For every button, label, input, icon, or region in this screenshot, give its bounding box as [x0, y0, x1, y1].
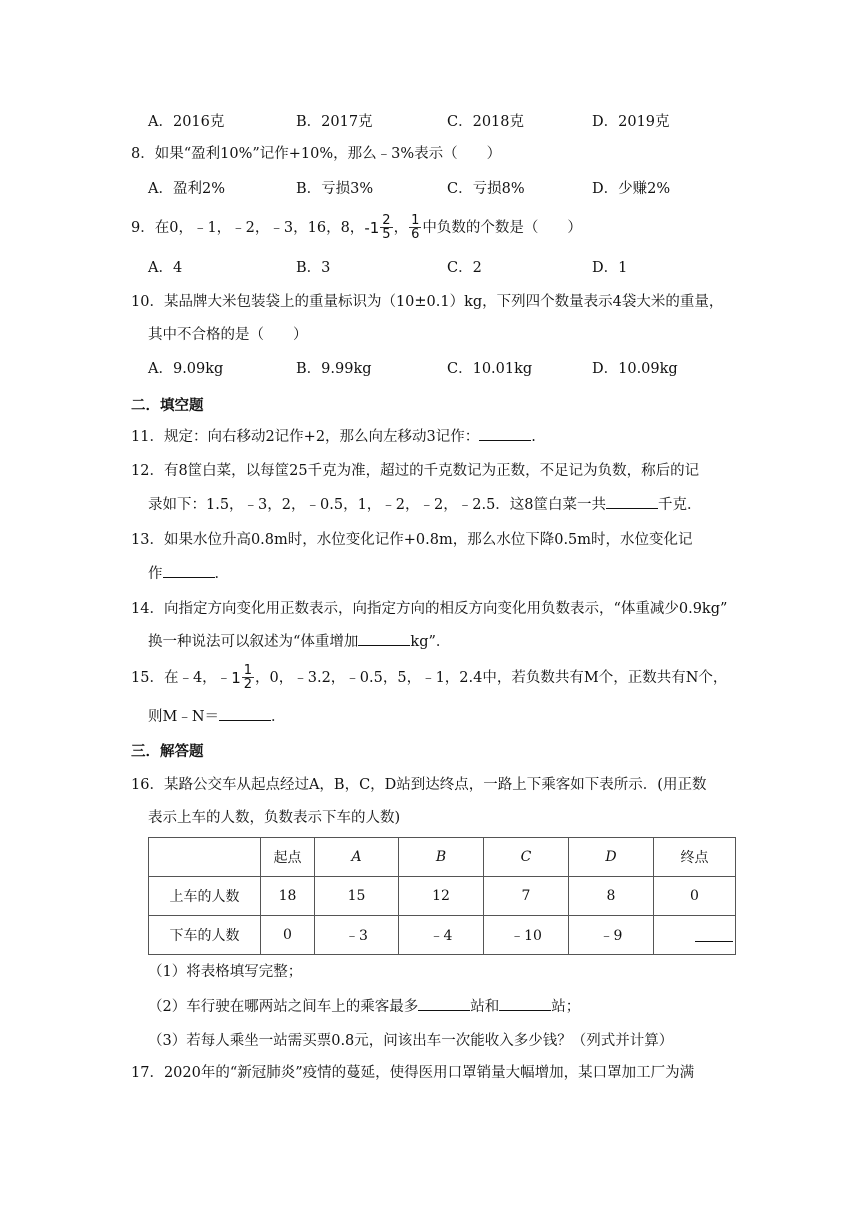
q9-stem	[131, 214, 582, 241]
q12-line1: 12．有8筐白菜，以每筐25千克为准，超过的千克数记为正数，不足记为负数，称后的记	[131, 463, 700, 479]
q16-sub3: （3）若每人乘坐一站需买票0.8元，问该出车一次能收入多少钱？（列式并计算）	[148, 1033, 674, 1049]
q9-mixed-whole: -1	[364, 218, 380, 237]
q15-prefix: 15．在﹣4，﹣	[131, 669, 232, 686]
q9-option-d[interactable]: D．1	[592, 260, 628, 276]
section-fill-in-title: 二．填空题	[131, 397, 204, 414]
q13-line2-end: ．	[214, 566, 229, 582]
q10-line2: 其中不合格的是（ ）	[148, 327, 308, 343]
q15-mixed-denominator: 2	[243, 677, 253, 692]
q15-line1	[131, 664, 727, 691]
q9-prefix: 9．在0，﹣1，﹣2，﹣3，16，8，	[131, 219, 365, 236]
table-answer-blank[interactable]	[695, 925, 733, 942]
q8-stem: 8．如果“盈利10%”记作+10%，那么﹣3%表示（ ）	[131, 146, 502, 162]
q15-answer-blank[interactable]	[219, 706, 271, 721]
table-header-row	[149, 838, 736, 877]
q16-sub2	[148, 996, 580, 1018]
table-header-cell	[149, 838, 261, 877]
q8-option-c[interactable]: C．亏损8%	[447, 181, 525, 197]
q10-option-c[interactable]: C．10.01kg	[447, 361, 533, 377]
q11-end: .	[531, 429, 536, 445]
q9-fraction	[409, 214, 421, 241]
q13-line2	[148, 563, 229, 585]
q15-line2-text: 则M﹣N＝	[148, 709, 220, 725]
q16-sub2-mid: 站和	[470, 999, 500, 1015]
q7-option-d[interactable]: D．2019克	[592, 114, 670, 130]
q9-mixed-number	[364, 214, 393, 241]
q11-text: 11．规定：向右移动2记作+2，那么向左移动3记作：	[131, 429, 480, 445]
table-cell: ﹣4	[399, 916, 484, 955]
q10-option-d[interactable]: D．10.09kg	[592, 361, 678, 377]
q17-line1: 17．2020年的“新冠肺炎”疫情的蔓延，使得医用口罩销量大幅增加，某口罩加工厂为满	[131, 1065, 695, 1081]
q16-sub1: （1）将表格填写完整；	[148, 964, 303, 980]
q13-line1: 13．如果水位升高0.8m时，水位变化记作+0.8m，那么水位下降0.5m时，水位变化记	[131, 532, 693, 548]
q9-option-c[interactable]: C．2	[447, 260, 482, 276]
q12-line2-text: 录如下：1.5，﹣3，2，﹣0.5，1，﹣2，﹣2，﹣2.5．这8筐白菜一共	[148, 497, 607, 513]
table-cell: 0	[261, 916, 315, 955]
table-header-cell: 起点	[261, 838, 315, 877]
section-answer-title: 三．解答题	[131, 743, 204, 760]
q11-answer-blank[interactable]	[479, 426, 531, 441]
q14-line1: 14．向指定方向变化用正数表示，向指定方向的相反方向变化用负数表示，“体重减少0.9kg”	[131, 601, 728, 617]
q10-line1: 10．某品牌大米包装袋上的重量标识为（10±0.1）kg，下列四个数量表示4袋大米的重量，	[131, 294, 724, 310]
q14-line2-end: kg”．	[410, 634, 451, 650]
q15-line2-end: ．	[271, 709, 286, 725]
table-header-cell: B	[399, 838, 484, 877]
table-row-label: 上车的人数	[149, 877, 261, 916]
q15-mixed-number	[231, 664, 255, 691]
table-cell: 8	[569, 877, 654, 916]
table-header-cell: C	[484, 838, 569, 877]
q14-line2	[148, 631, 450, 653]
q7-option-a[interactable]: A．2016克	[148, 114, 225, 130]
q12-line2-end: 千克．	[658, 497, 702, 513]
table-header-cell: A	[315, 838, 399, 877]
q10-option-b[interactable]: B．9.99kg	[296, 361, 372, 377]
q7-option-c[interactable]: C．2018克	[447, 114, 524, 130]
table-row	[149, 916, 736, 955]
q15-suffix: ，0，﹣3.2，﹣0.5，5，﹣1，2.4中，若负数共有M个，正数共有N个，	[255, 669, 728, 686]
table-cell: 12	[399, 877, 484, 916]
q15-mixed-whole: 1	[231, 668, 241, 687]
q16-sub2-text: （2）车行驶在哪两站之间车上的乘客最多	[148, 999, 419, 1015]
table-cell: 0	[654, 877, 736, 916]
q15-mixed-numerator: 1	[243, 663, 253, 678]
q8-option-a[interactable]: A．盈利2%	[148, 181, 225, 197]
passenger-table	[148, 837, 736, 955]
q9-separator: ，	[393, 219, 409, 236]
q16-sub2-blank-2[interactable]	[499, 996, 551, 1011]
q9-mixed-numerator: 2	[382, 213, 391, 228]
table-row	[149, 877, 736, 916]
q16-sub2-end: 站；	[551, 999, 581, 1015]
q13-line2-text: 作	[148, 566, 163, 582]
q12-line2	[148, 494, 702, 516]
q12-answer-blank[interactable]	[606, 494, 658, 509]
q15-mixed-fraction	[242, 664, 254, 691]
q16-line2: 表示上车的人数，负数表示下车的人数)	[148, 810, 401, 826]
q16-line1: 16．某路公交车从起点经过A，B，C，D站到达终点，一路上下乘客如下表所示．(用正数	[131, 777, 707, 793]
q9-numerator: 1	[411, 213, 420, 228]
q15-line2	[148, 706, 286, 728]
table-row-label: 下车的人数	[149, 916, 261, 955]
q9-denominator: 6	[411, 227, 420, 242]
table-cell: 15	[315, 877, 399, 916]
table-cell: 18	[261, 877, 315, 916]
q8-option-d[interactable]: D．少赚2%	[592, 181, 671, 197]
q9-mixed-denominator: 5	[382, 227, 391, 242]
table-cell: ﹣3	[315, 916, 399, 955]
table-cell: ﹣9	[569, 916, 654, 955]
q9-mixed-fraction	[380, 214, 392, 241]
q13-answer-blank[interactable]	[163, 563, 215, 578]
q9-option-b[interactable]: B．3	[296, 260, 331, 276]
q10-option-a[interactable]: A．9.09kg	[148, 361, 224, 377]
q8-option-b[interactable]: B．亏损3%	[296, 181, 374, 197]
q7-option-b[interactable]: B．2017克	[296, 114, 373, 130]
table-answer-cell[interactable]	[654, 916, 736, 955]
q14-line2-text: 换一种说法可以叙述为“体重增加	[148, 634, 359, 650]
table-cell: 7	[484, 877, 569, 916]
q14-answer-blank[interactable]	[358, 631, 410, 646]
q9-suffix: 中负数的个数是（ ）	[422, 219, 582, 236]
q9-option-a[interactable]: A．4	[148, 260, 183, 276]
table-header-cell: 终点	[654, 838, 736, 877]
table-cell: ﹣10	[484, 916, 569, 955]
q11	[131, 426, 536, 448]
table-header-cell: D	[569, 838, 654, 877]
q16-sub2-blank-1[interactable]	[418, 996, 470, 1011]
